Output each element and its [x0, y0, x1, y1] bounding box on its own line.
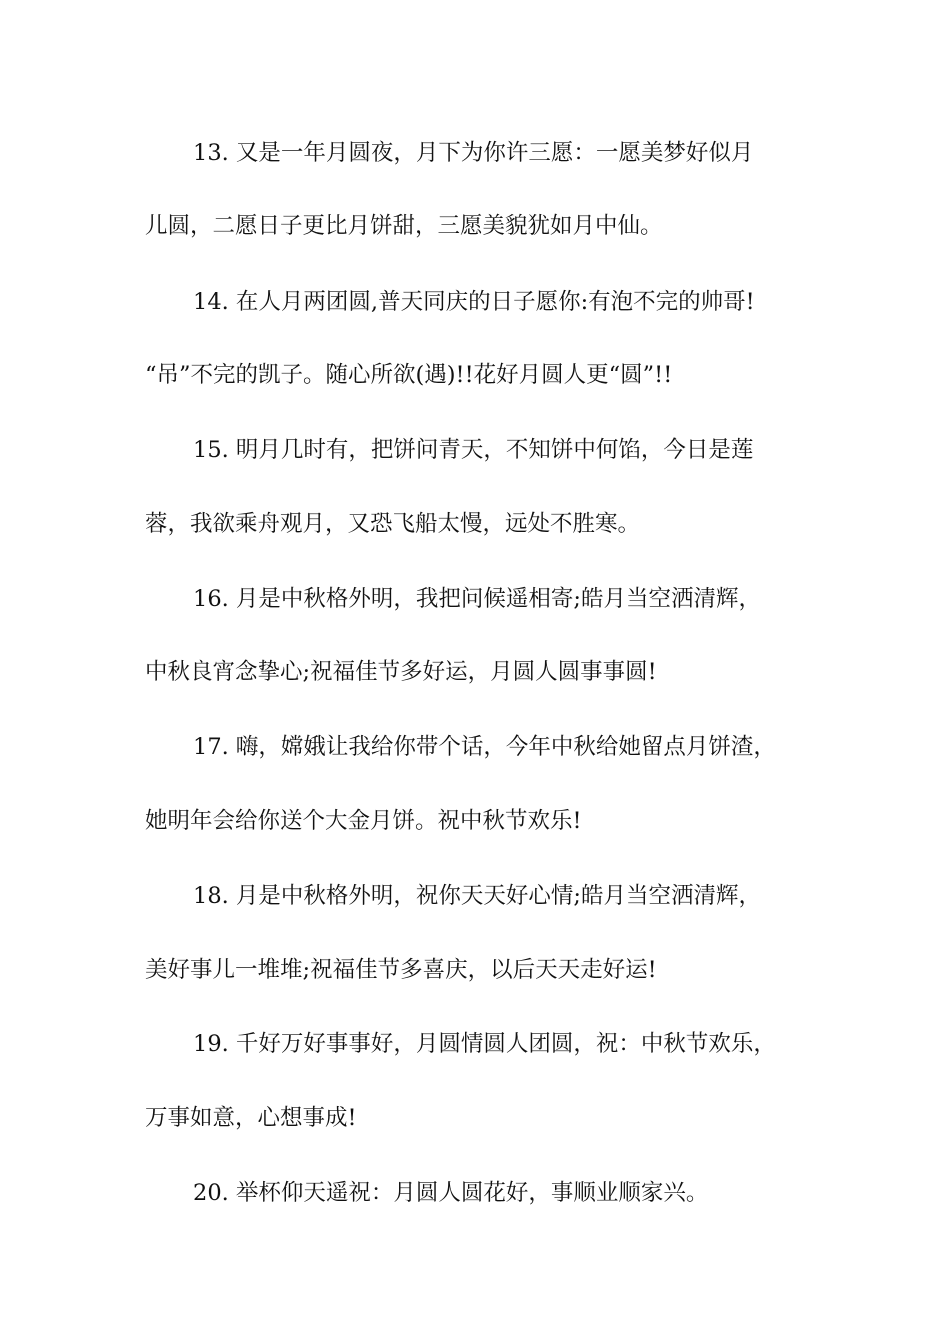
paragraph-15-line-2: 蓉，我欲乘舟观月，又恐飞船太慢，远处不胜寒。 — [145, 511, 641, 537]
paragraph-16-line-1: 16. 月是中秋格外明，我把问候遥相寄;皓月当空洒清辉， — [193, 586, 762, 612]
paragraph-15-line-1: 15. 明月几时有，把饼问青天，不知饼中何馅，今日是莲 — [193, 437, 754, 463]
paragraph-17-line-2: 她明年会给你送个大金月饼。祝中秋节欢乐! — [145, 808, 582, 834]
paragraph-13-line-1: 13. 又是一年月圆夜，月下为你许三愿：一愿美梦好似月 — [193, 140, 754, 166]
paragraph-18-line-2: 美好事儿一堆堆;祝福佳节多喜庆，以后天天走好运! — [145, 957, 657, 983]
paragraph-19-line-1: 19. 千好万好事事好，月圆情圆人团圆，祝：中秋节欢乐， — [193, 1031, 776, 1057]
paragraph-14-line-2: “吊”不完的凯子。随心所欲(遇)!!花好月圆人更“圆”!! — [145, 362, 673, 388]
paragraph-16-line-2: 中秋良宵念挚心;祝福佳节多好运，月圆人圆事事圆! — [145, 659, 657, 685]
paragraph-17-line-1: 17. 嗨，嫦娥让我给你带个话，今年中秋给她留点月饼渣， — [193, 734, 776, 760]
paragraph-19-line-2: 万事如意，心想事成! — [145, 1105, 357, 1131]
paragraph-14-line-1: 14. 在人月两团圆,普天同庆的日子愿你:有泡不完的帅哥! — [193, 289, 755, 315]
paragraph-13-line-2: 儿圆，二愿日子更比月饼甜，三愿美貌犹如月中仙。 — [145, 213, 663, 239]
paragraph-18-line-1: 18. 月是中秋格外明，祝你天天好心情;皓月当空洒清辉， — [193, 883, 762, 909]
paragraph-20-line-1: 20. 举杯仰天遥祝：月圆人圆花好，事顺业顺家兴。 — [193, 1180, 709, 1206]
